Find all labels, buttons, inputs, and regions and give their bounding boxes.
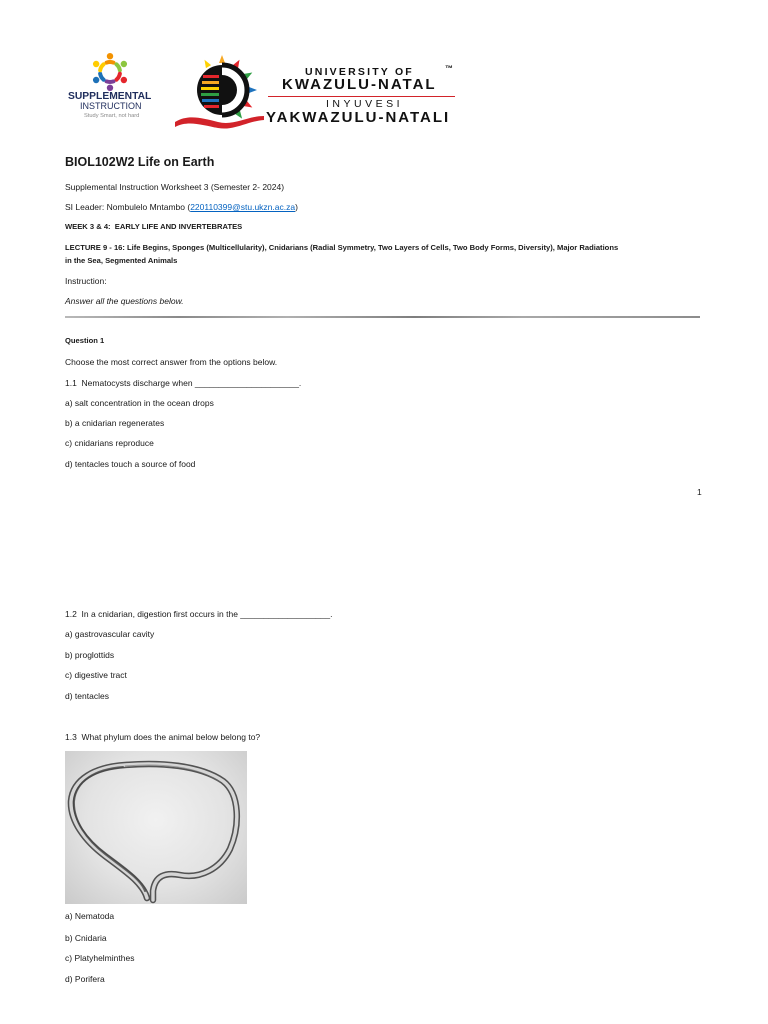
question-1-3-option-c: c) Platyhelminthes [65,953,135,963]
si-leader-email-link[interactable]: 220110399@stu.ukzn.ac.za [190,202,296,212]
page-number: 1 [697,487,702,497]
question-1-2-prompt: 1.2 In a cnidarian, digestion first occurs in the ___________________. [65,609,333,619]
nematode-photo [65,751,247,904]
question-1-1-option-a: a) salt concentration in the ocean drops [65,398,214,408]
si-leader-label: SI Leader: Nombulelo Mntambo ( [65,202,191,212]
question-1-2-option-d: d) tentacles [65,691,109,701]
question-1-3-prompt: 1.3 What phylum does the animal below belong to? [65,732,261,742]
question-1-1-prompt: 1.1 Nematocysts discharge when ______________________. [65,378,302,388]
instruction-text: Answer all the questions below. [65,296,184,306]
week-heading: WEEK 3 & 4: EARLY LIFE AND INVERTEBRATES [65,222,243,231]
question-heading: Question 1 [65,336,105,345]
people-circle-icon [86,52,134,92]
question-1-1-option-c: c) cnidarians reproduce [65,438,154,448]
ukzn-logo-divider [268,96,455,97]
worm-illustration [65,751,247,904]
question-directions: Choose the most correct answer from the options below. [65,357,278,367]
lecture-topics-line-2: in the Sea, Segmented Animals [65,256,178,265]
ukzn-emblem-icon [172,50,268,134]
ukzn-logo-trademark: ™ [445,64,453,73]
ukzn-logo-kwazulu-natal: KWAZULU-NATAL [282,76,437,93]
page-title: BIOL102W2 Life on Earth [65,155,215,169]
ukzn-logo-university-of: UNIVERSITY OF [305,66,414,78]
lecture-topics-line-1: LECTURE 9 - 16: Life Begins, Sponges (Multicellularity), Cnidarians (Radial Symmetry, Two Layers of Cells, Two Body Forms, Diversity), Major Radiations [65,243,619,252]
question-1-3-option-d: d) Porifera [65,974,105,984]
si-leader-close-paren: ) [295,202,298,212]
section-divider [65,316,700,318]
si-leader-line [65,201,298,213]
question-1-3-option-b: b) Cnidaria [65,933,107,943]
si-logo-title: SUPPLEMENTAL [68,91,152,102]
question-1-1-option-d: d) tentacles touch a source of food [65,459,196,469]
instruction-label: Instruction: [65,276,107,286]
si-logo-tagline: Study Smart, not hard [84,113,140,119]
question-1-3-option-a: a) Nematoda [65,911,115,921]
si-logo-subtitle: INSTRUCTION [80,101,142,111]
question-1-2-option-b: b) proglottids [65,650,115,660]
worksheet-subtitle: Supplemental Instruction Worksheet 3 (Semester 2- 2024) [65,182,285,192]
ukzn-logo-inyuvesi: INYUVESI [326,98,404,110]
question-1-1-option-b: b) a cnidarian regenerates [65,418,165,428]
question-1-2-option-a: a) gastrovascular cavity [65,629,155,639]
question-1-2-option-c: c) digestive tract [65,670,127,680]
ukzn-logo-yakwazulu-natali: YAKWAZULU-NATALI [266,109,451,126]
